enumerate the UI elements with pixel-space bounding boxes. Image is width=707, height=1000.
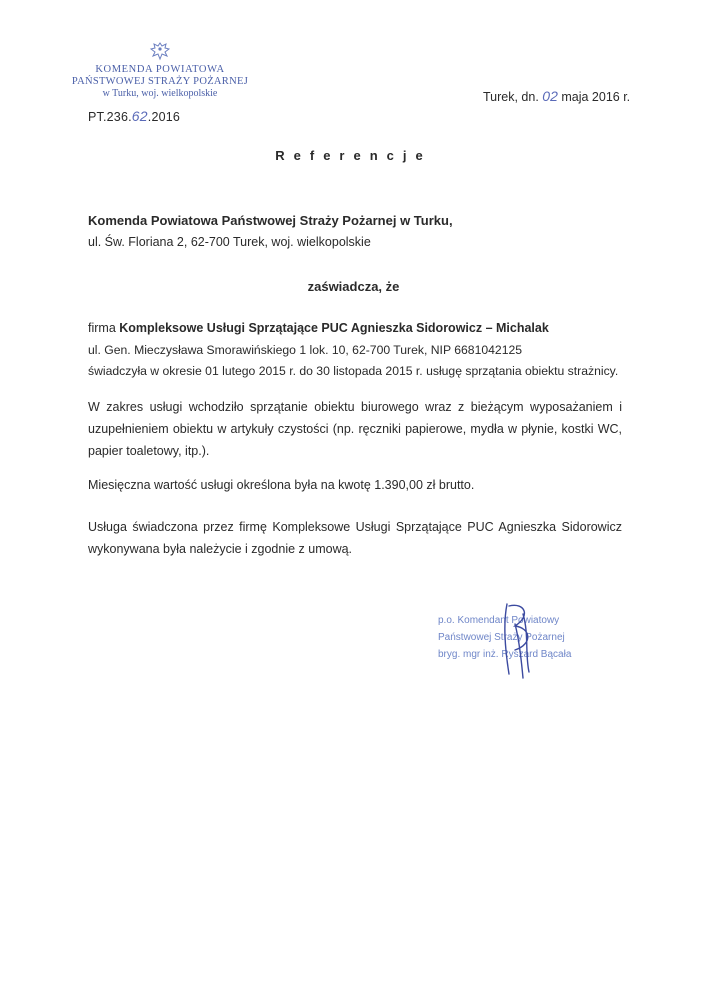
document-title: Referencje: [275, 148, 432, 163]
issuer-name: Komenda Powiatowa Państwowej Straży Pożarnej w Turku,: [88, 213, 453, 228]
office-stamp: [70, 40, 250, 99]
scope-paragraph: W zakres usługi wchodziło sprzątanie obiektu biurowego wraz z bieżącym wyposażaniem i uzupełnieniem obiektu w artykuły czystości (np. ręczniki papierowe, mydła w płynie, kostki WC, papier toaletowy, itp.).: [88, 400, 622, 458]
signature-stamp-line-3: bryg. mgr inż. Ryszard Bącała: [438, 649, 572, 660]
firm-prefix: firma: [88, 321, 116, 335]
place-date: [483, 88, 630, 104]
certifies-heading: zaświadcza, że: [307, 279, 400, 294]
stamp-line-2: PAŃSTWOWEJ STRAŻY POŻARNEJ: [71, 76, 249, 87]
date-prefix: Turek, dn.: [483, 90, 539, 104]
reference-number: [88, 108, 180, 124]
date-handwritten: 02: [542, 88, 558, 104]
service-statement: świadczyła w okresie 01 lutego 2015 r. do 30 listopada 2015 r. usługę sprzątania obiektu strażnicy.: [88, 364, 619, 378]
handwritten-signature: [485, 594, 545, 684]
issuer-address: ul. Św. Floriana 2, 62-700 Turek, woj. wielkopolskie: [88, 235, 371, 249]
ref-prefix: PT.236.: [88, 110, 132, 124]
firm-name: Kompleksowe Usługi Sprzątające PUC Agnieszka Sidorowicz – Michalak: [119, 321, 549, 335]
conclusion-paragraph: Usługa świadczona przez firmę Kompleksowe Usługi Sprzątające PUC Agnieszka Sidorowicz wykonywana była należycie i zgodnie z umową.: [88, 520, 622, 556]
firm-line: [88, 321, 549, 335]
firm-address: ul. Gen. Mieczysława Smorawińskiego 1 lok. 10, 62-700 Turek, NIP 6681042125: [88, 343, 523, 357]
stamp-line-1: KOMENDA POWIATOWA: [95, 64, 225, 75]
eagle-emblem-icon: [149, 40, 171, 62]
ref-suffix: .2016: [147, 110, 181, 124]
value-paragraph: Miesięczna wartość usługi określona była na kwotę 1.390,00 zł brutto.: [88, 478, 475, 492]
ref-handwritten: 62: [131, 108, 148, 124]
date-suffix: maja 2016 r.: [561, 90, 631, 104]
signature-stamp-line-1: p.o. Komendant Powiatowy: [438, 615, 560, 626]
stamp-line-3: w Turku, woj. wielkopolskie: [102, 88, 218, 99]
signature-stamp-line-2: Państwowej Straży Pożarnej: [438, 632, 565, 643]
